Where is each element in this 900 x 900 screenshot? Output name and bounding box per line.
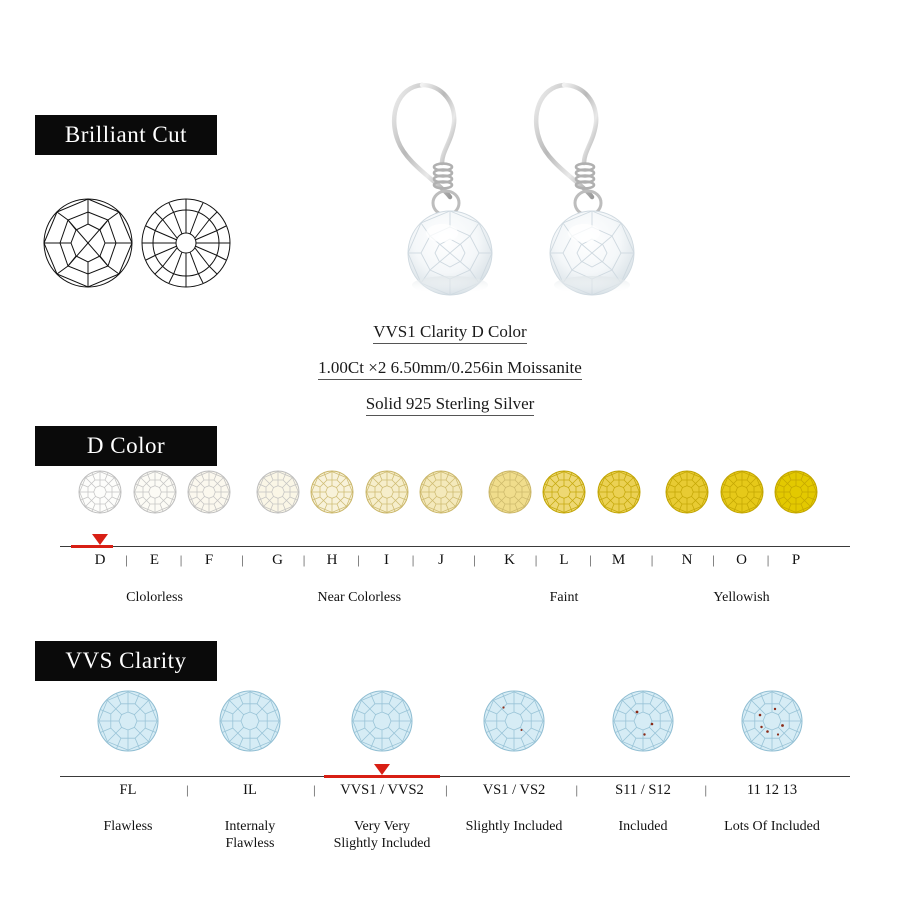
color-grade-labels bbox=[60, 552, 850, 576]
round-brilliant-pavilion-icon bbox=[142, 199, 230, 287]
product-spec-1-text: VVS1 Clarity D Color bbox=[373, 322, 526, 344]
color-gem-f bbox=[187, 470, 231, 519]
color-group-faint: Faint bbox=[549, 590, 579, 605]
drop-earring-icon bbox=[536, 85, 634, 295]
color-gem-l bbox=[542, 470, 586, 519]
product-spec-2-text: 1.00Ct ×2 6.50mm/0.256in Moissanite bbox=[318, 358, 582, 380]
color-group-clolorless: Clolorless bbox=[126, 590, 183, 605]
color-grade-n: N bbox=[681, 552, 693, 568]
color-grade-m: M bbox=[611, 552, 626, 568]
badge-vvs-clarity-label: VVS Clarity bbox=[65, 648, 187, 673]
color-gem-d bbox=[78, 470, 122, 519]
color-grade-separator: | bbox=[589, 552, 592, 567]
clarity-gem-0 bbox=[97, 690, 159, 757]
clarity-selected-indicator-bar bbox=[324, 775, 440, 778]
clarity-grade-separator: | bbox=[575, 782, 579, 797]
clarity-description-4: Included bbox=[618, 819, 668, 834]
color-gem-g bbox=[256, 470, 300, 519]
round-brilliant-crown-icon bbox=[44, 199, 132, 287]
color-scale-axis bbox=[60, 546, 850, 547]
clarity-scale-axis bbox=[60, 776, 850, 777]
clarity-grade-labels bbox=[0, 782, 900, 804]
color-grade-f: F bbox=[204, 552, 214, 568]
clarity-description-5: Lots Of Included bbox=[724, 819, 820, 834]
color-gem-n bbox=[665, 470, 709, 519]
color-grade-d: D bbox=[94, 552, 106, 568]
color-grade-k: K bbox=[504, 552, 515, 568]
color-grade-i: I bbox=[384, 552, 389, 568]
clarity-grade-3: VS1 / VS2 bbox=[482, 782, 546, 798]
color-grade-h: H bbox=[326, 552, 338, 568]
color-group-near-colorless: Near Colorless bbox=[317, 590, 402, 605]
clarity-grade-separator: | bbox=[186, 782, 189, 797]
color-grade-separator: | bbox=[650, 552, 654, 567]
product-spec-3-text: Solid 925 Sterling Silver bbox=[366, 394, 535, 416]
color-grade-separator: | bbox=[766, 552, 770, 567]
color-grade-g: G bbox=[272, 552, 283, 568]
color-grade-separator: | bbox=[125, 552, 128, 567]
color-grade-o: O bbox=[736, 552, 747, 568]
color-grade-e: E bbox=[149, 552, 160, 568]
color-grade-p: P bbox=[791, 552, 801, 568]
color-grade-separator: | bbox=[241, 552, 244, 567]
badge-d-color-label: D Color bbox=[86, 433, 166, 458]
color-grade-scale bbox=[0, 470, 900, 620]
color-gem-k bbox=[488, 470, 532, 519]
clarity-grade-0: FL bbox=[119, 782, 137, 798]
color-group-yellowish: Yellowish bbox=[713, 590, 770, 605]
clarity-grade-1: IL bbox=[243, 782, 257, 798]
clarity-description-2: Very Very Slightly Included bbox=[333, 819, 431, 851]
clarity-gem-3 bbox=[483, 690, 545, 757]
color-grade-separator: | bbox=[534, 552, 538, 567]
color-gem-p bbox=[774, 470, 818, 519]
color-grade-separator: | bbox=[357, 552, 360, 567]
product-spec-line-2 bbox=[85, 358, 815, 378]
earrings-photo bbox=[380, 45, 710, 315]
clarity-description-1: Internaly Flawless bbox=[224, 819, 276, 851]
color-gem-h bbox=[310, 470, 354, 519]
color-grade-separator: | bbox=[712, 552, 715, 567]
clarity-gem-1 bbox=[219, 690, 281, 757]
clarity-gem-4 bbox=[612, 690, 674, 757]
color-gem-o bbox=[720, 470, 764, 519]
clarity-description-0: Flawless bbox=[103, 819, 153, 834]
color-grade-separator: | bbox=[302, 552, 306, 567]
badge-brilliant-cut-label: Brilliant Cut bbox=[64, 122, 188, 147]
drop-earring-icon bbox=[394, 85, 492, 295]
red-triangle-marker-icon bbox=[92, 534, 108, 545]
color-grade-l: L bbox=[559, 552, 569, 568]
clarity-grade-5: 11 12 13 bbox=[746, 782, 798, 798]
clarity-grade-separator: | bbox=[704, 782, 708, 797]
clarity-description-3: Slightly Included bbox=[465, 819, 563, 834]
color-grade-separator: | bbox=[473, 552, 476, 567]
color-gem-row bbox=[60, 470, 850, 530]
color-grade-separator: | bbox=[411, 552, 415, 567]
clarity-grade-4: S11 / S12 bbox=[615, 782, 671, 798]
clarity-gem-5 bbox=[741, 690, 803, 757]
color-selected-indicator-bar bbox=[71, 545, 113, 548]
clarity-gem-2 bbox=[351, 690, 413, 757]
badge-vvs-clarity bbox=[35, 641, 217, 681]
color-gem-j bbox=[419, 470, 463, 519]
clarity-grade-2: VVS1 / VVS2 bbox=[340, 782, 424, 798]
clarity-description-labels bbox=[0, 818, 900, 864]
red-triangle-marker-icon bbox=[374, 764, 390, 775]
clarity-grade-scale bbox=[0, 690, 900, 880]
clarity-grade-separator: | bbox=[313, 782, 316, 797]
clarity-gem-row bbox=[60, 690, 850, 770]
product-spec-line-3 bbox=[85, 394, 815, 414]
color-gem-m bbox=[597, 470, 641, 519]
badge-brilliant-cut bbox=[35, 115, 217, 155]
brilliant-cut-diagrams bbox=[38, 188, 238, 298]
product-spec-line-1 bbox=[85, 322, 815, 342]
color-grade-separator: | bbox=[179, 552, 183, 567]
color-group-labels bbox=[60, 590, 850, 612]
color-gem-e bbox=[133, 470, 177, 519]
clarity-grade-separator: | bbox=[445, 782, 448, 797]
color-grade-j: J bbox=[438, 552, 444, 568]
color-gem-i bbox=[365, 470, 409, 519]
badge-d-color bbox=[35, 426, 217, 466]
